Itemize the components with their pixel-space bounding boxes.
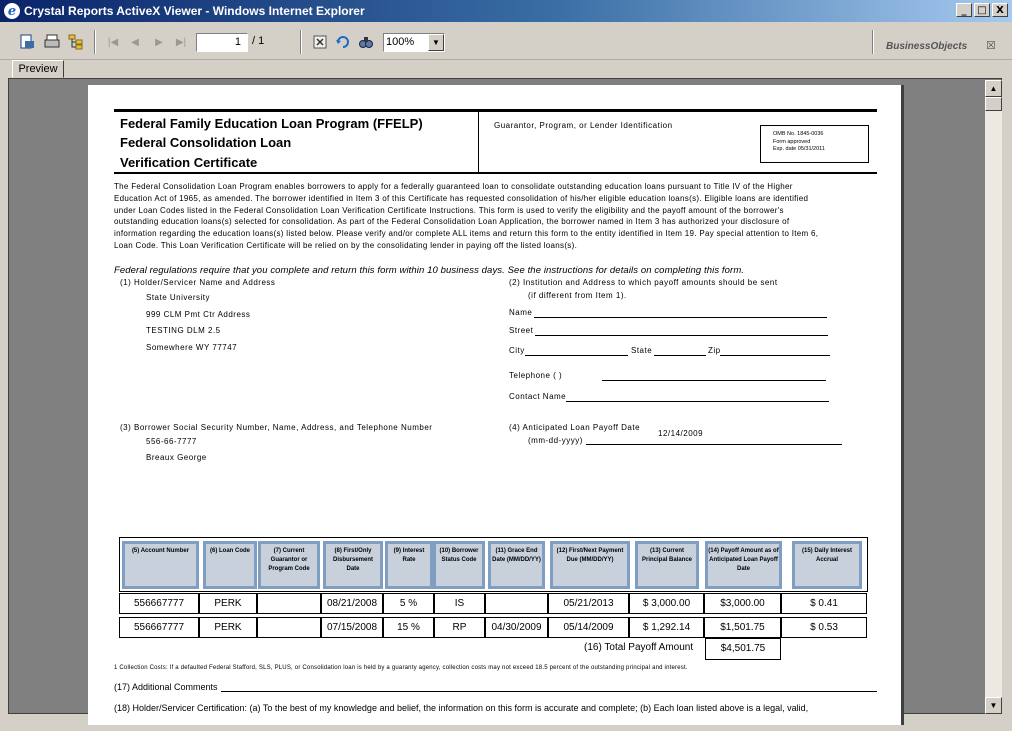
vertical-scrollbar[interactable]	[985, 80, 1002, 714]
footnote: 1 Collection Costs: If a defaulted Federal Stafford, SLS, PLUS, or Consolidation loan is held by a guaranty agency, collection costs may not exceed 18.5 percent of the outstanding principal and interest.	[114, 665, 688, 671]
field-phone-label: Telephone ( )	[509, 371, 563, 380]
last-page-icon[interactable]: ▶|	[175, 36, 187, 48]
header-guarantor-code: (7) Current Guarantor or Program Code	[258, 541, 320, 589]
table-cell: 04/30/2009	[485, 617, 548, 638]
field-state-label: State	[631, 346, 653, 355]
header-account-number: (5) Account Number	[122, 541, 199, 589]
businessobjects-logo: BusinessObjects	[886, 41, 968, 52]
header-next-payment: (12) First/Next Payment Due (MM/DD/YY)	[550, 541, 630, 589]
scroll-down-icon[interactable]: ▼	[985, 697, 1002, 714]
report-title-line1: Federal Family Education Loan Program (FFELP)	[120, 116, 423, 131]
window-title: Crystal Reports ActiveX Viewer - Windows Internet Explorer	[24, 4, 365, 18]
intro-paragraph: The Federal Consolidation Loan Program enables borrowers to apply for a federally guaranteed loan to consolidate outstanding education loans pursuant to Title IV of the Higher Education Act of 1965, as amended. The borrower identified in Item 3 of this Certificate has requested consolidation of his/her eligible education loans(s). Eligible loans are identified under Loan Codes listed in the Federal Consolidation Loan Verification Certificate Instructions. This form is used to verify the eligibility and the payoff amount of the borrower's outstanding education loans(s) selected for consolidation. As part of the Federal Consolidation Loan Application, the borrower named in Item 3 has authorized your disclosure of information regarding the education loans(s) listed below. Please verify and/or complete ALL items and return this form to the entity identified in Item 19. Pay special attention to Item 6, Loan Code. This Loan Verification Certificate will be relied on by the consolidating lender in paying off the listed loans(s).	[114, 182, 819, 250]
table-cell: $ 3,000.00	[629, 593, 704, 614]
holder-address: 999 CLM Pmt Ctr Address	[146, 310, 251, 319]
item4-label: (4) Anticipated Loan Payoff Date	[509, 423, 641, 432]
regulations-note: Federal regulations require that you complete and return this form within 10 business days. See the instructions for details on completing this form.	[114, 265, 745, 276]
table-cell: IS	[434, 593, 485, 614]
table-cell: $3,000.00	[704, 593, 781, 614]
refresh-icon[interactable]	[334, 34, 352, 50]
table-cell: 07/15/2008	[321, 617, 383, 638]
table-cell: RP	[434, 617, 485, 638]
item18-label: (18) Holder/Servicer Certification: (a) To the best of my knowledge and belief, the information on this form is accurate and complete; (b) Each loan listed above is a legal, valid,	[114, 703, 809, 713]
total-value: $4,501.75	[705, 638, 781, 660]
item2-sub: (if different from Item 1).	[528, 291, 627, 300]
report-page	[88, 85, 904, 725]
group-tree-icon[interactable]	[67, 34, 85, 50]
omb-expiry: Exp. date 05/31/2011	[773, 146, 825, 152]
title-bar	[0, 0, 1012, 22]
viewer-toolbar	[0, 22, 1012, 60]
holder-address2: TESTING DLM 2.5	[146, 326, 221, 335]
header-daily-interest: (15) Daily Interest Accrual	[792, 541, 862, 589]
report-title-line2: Federal Consolidation Loan	[120, 135, 292, 150]
header-loan-code: (6) Loan Code	[203, 541, 257, 589]
table-cell: $1,501.75	[704, 617, 781, 638]
page-total: / 1	[252, 35, 265, 47]
holder-name: State University	[146, 293, 211, 302]
print-icon[interactable]	[43, 34, 61, 50]
item4-sub: (mm-dd-yyyy)	[528, 436, 583, 445]
header-principal: (13) Current Principal Balance	[635, 541, 699, 589]
field-zip-label: Zip	[708, 346, 721, 355]
header-borrower-status: (10) Borrower Status Code	[433, 541, 485, 589]
table-cell: PERK	[199, 617, 257, 638]
tab-bar	[0, 60, 1012, 78]
table-cell: 08/21/2008	[321, 593, 383, 614]
report-title-line3: Verification Certificate	[120, 155, 258, 170]
field-city-label: City	[509, 346, 525, 355]
guarantor-label: Guarantor, Program, or Lender Identification	[494, 121, 673, 130]
ie-icon: e	[4, 3, 20, 19]
stop-icon[interactable]	[311, 34, 329, 50]
table-cell: $ 0.41	[781, 593, 867, 614]
omb-approved: Form approved	[773, 139, 811, 145]
zoom-value: 100%	[386, 36, 415, 48]
header-payoff-amount: (14) Payoff Amount as of Anticipated Loan Payoff Date	[705, 541, 782, 589]
borrower-ssn: 556-66-7777	[146, 437, 197, 446]
table-cell: 556667777	[119, 593, 199, 614]
borrower-name: Breaux George	[146, 453, 207, 462]
first-page-icon[interactable]: |◀	[107, 36, 119, 48]
header-grace-end: (11) Grace End Date (MM/DD/YY)	[488, 541, 545, 589]
table-cell: 5 %	[383, 593, 434, 614]
table-cell: 556667777	[119, 617, 199, 638]
total-label: (16) Total Payoff Amount	[584, 642, 694, 653]
scroll-up-icon[interactable]: ▲	[985, 80, 1002, 97]
item3-label: (3) Borrower Social Security Number, Name, Address, and Telephone Number	[120, 423, 433, 432]
maximize-button[interactable]: □	[974, 3, 990, 17]
close-button[interactable]: X	[992, 3, 1008, 17]
table-cell: 15 %	[383, 617, 434, 638]
chevron-down-icon[interactable]: ▼	[428, 34, 444, 51]
field-contact-label: Contact Name	[509, 392, 567, 401]
table-cell: 05/21/2013	[548, 593, 629, 614]
minimize-button[interactable]: _	[956, 3, 972, 17]
omb-box	[760, 125, 869, 163]
next-page-icon[interactable]: ▶	[155, 36, 163, 48]
table-cell: $ 1,292.14	[629, 617, 704, 638]
table-cell: 05/14/2009	[548, 617, 629, 638]
item1-label: (1) Holder/Servicer Name and Address	[120, 278, 276, 287]
close-icon[interactable]: ☒	[986, 40, 996, 52]
tab-preview[interactable]: Preview	[12, 60, 64, 78]
item17-label: (17) Additional Comments	[114, 682, 218, 692]
table-cell	[257, 617, 321, 638]
prev-page-icon[interactable]: ◀	[131, 36, 139, 48]
payoff-date: 12/14/2009	[658, 429, 704, 438]
page-number-input[interactable]: 1	[196, 33, 248, 52]
header-disbursement-date: (8) First/Only Disbursement Date	[323, 541, 383, 589]
table-cell	[257, 593, 321, 614]
table-cell	[485, 593, 548, 614]
field-street-label: Street	[509, 326, 534, 335]
header-interest-rate: (9) Interest Rate	[385, 541, 433, 589]
search-icon[interactable]	[357, 34, 375, 50]
table-cell: PERK	[199, 593, 257, 614]
holder-city: Somewhere WY 77747	[146, 343, 238, 352]
zoom-select[interactable]	[383, 33, 445, 52]
scroll-thumb[interactable]	[985, 97, 1002, 111]
field-name-label: Name	[509, 308, 533, 317]
export-icon[interactable]	[18, 34, 36, 50]
item2-label: (2) Institution and Address to which payoff amounts should be sent	[509, 278, 778, 287]
omb-number: OMB No. 1845-0036	[773, 131, 824, 137]
table-cell: $ 0.53	[781, 617, 867, 638]
